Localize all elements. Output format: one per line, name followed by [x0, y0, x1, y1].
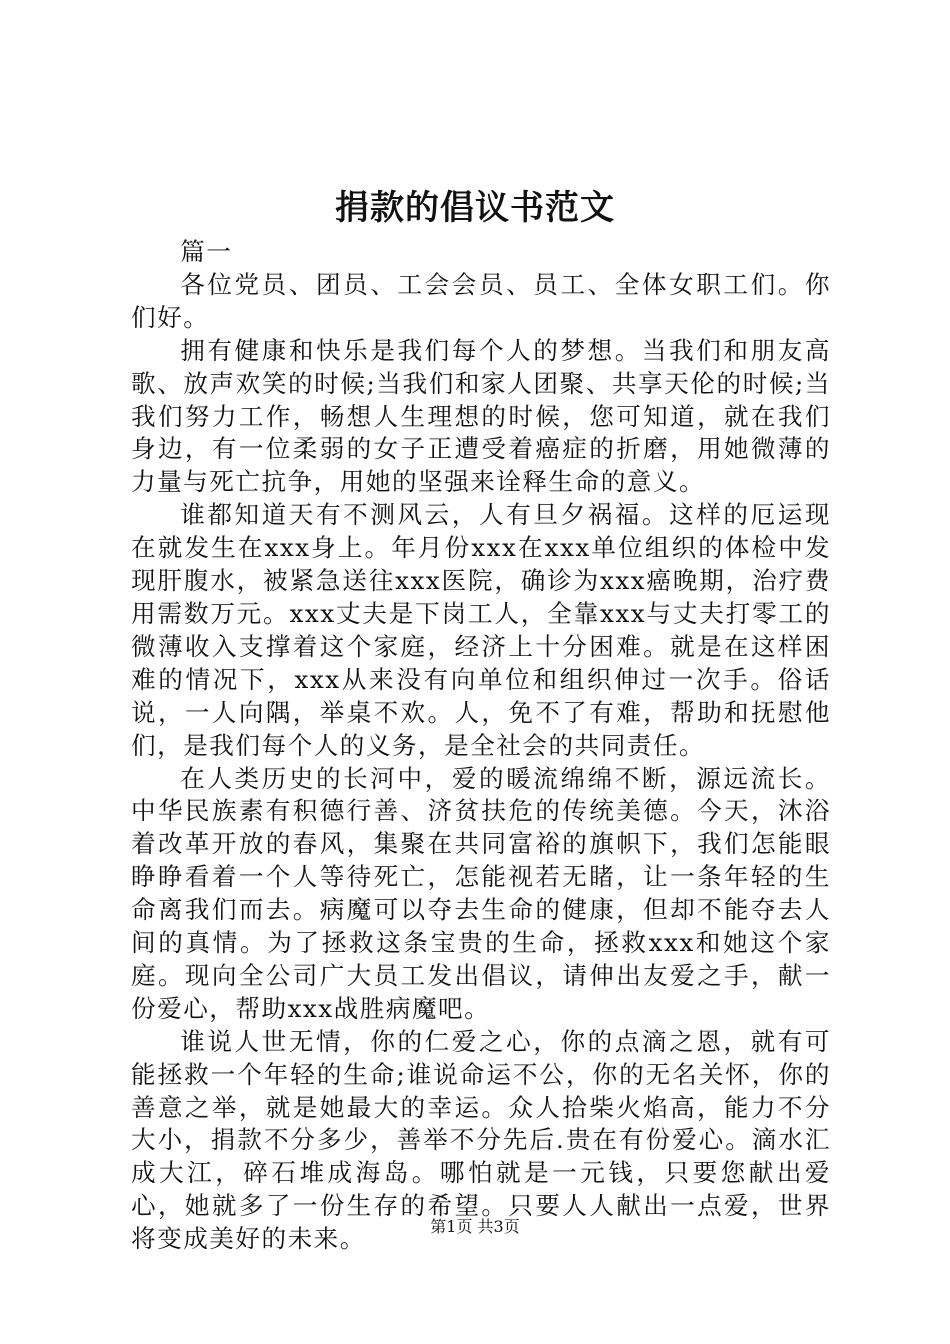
paragraph-greeting: 各位党员、团员、工会会员、员工、全体女职工们。你们好。	[131, 269, 831, 332]
paragraph: 拥有健康和快乐是我们每个人的梦想。当我们和朋友高歌、放声欢笑的时候;当我们和家人团聚、共享天伦的时候;当我们努力工作，畅想人生理想的时候，您可知道，就在我们身边，有一位柔弱的女子正遭受着癌症的折磨，用她微薄的力量与死亡抗争，用她的坚强来诠释生命的意义。	[131, 335, 831, 497]
section-heading: 篇一	[180, 237, 233, 266]
paragraph: 谁都知道天有不测风云，人有旦夕祸福。这样的厄运现在就发生在xxx身上。年月份xxx在xxx单位组织的体检中发现肝腹水，被紧急送往xxx医院，确诊为xxx癌晚期，治疗费用需数万元。xxx丈夫是下岗工人，全靠xxx与丈夫打零工的微薄收入支撑着这个家庭，经济上十分困难。就是在这样困难的情况下，xxx从来没有向单位和组织伸过一次手。俗话说，一人向隅，举桌不欢。人，免不了有难，帮助和抚慰他们，是我们每个人的义务，是全社会的共同责任。	[131, 500, 831, 760]
page-number-footer: 第1页 共3页	[430, 1217, 520, 1236]
document-body	[131, 236, 831, 1256]
document-title: 捐款的倡议书范文	[335, 188, 615, 228]
paragraph: 在人类历史的长河中，爱的暖流绵绵不断，源远流长。中华民族素有积德行善、济贫扶危的传统美德。今天，沐浴着改革开放的春风，集聚在共同富裕的旗帜下，我们怎能眼睁睁看着一个人等待死亡，怎能视若无睹，让一条年轻的生命离我们而去。病魔可以夺去生命的健康，但却不能夺去人间的真情。为了拯救这条宝贵的生命，拯救xxx和她这个家庭。现向全公司广大员工发出倡议，请伸出友爱之手，献一份爱心，帮助xxx战胜病魔吧。	[131, 763, 831, 1023]
paragraph: 谁说人世无情，你的仁爱之心，你的点滴之恩，就有可能拯救一个年轻的生命;谁说命运不公，你的无名关怀，你的善意之举，就是她最大的幸运。众人拾柴火焰高，能力不分大小，捐款不分多少，善举不分先后.贵在有份爱心。滴水汇成大江，碎石堆成海岛。哪怕就是一元钱，只要您献出爱心，她就多了一份生存的希望。只要人人献出一点爱，世界将变成美好的未来。	[131, 1026, 831, 1254]
